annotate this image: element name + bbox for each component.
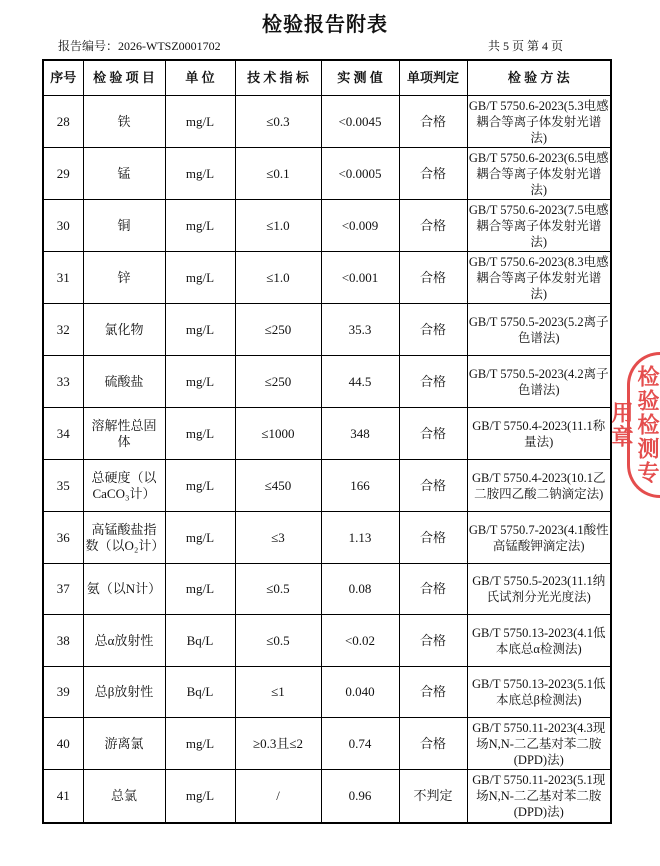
column-header-no: 序号 [43, 60, 83, 96]
cell-unit: mg/L [165, 356, 235, 408]
cell-item: 高锰酸盐指数（以O₂计） [83, 512, 165, 564]
column-header-limit: 技 术 指 标 [235, 60, 321, 96]
cell-no: 38 [43, 615, 83, 667]
column-header-unit: 单 位 [165, 60, 235, 96]
cell-judgement: 合格 [399, 460, 467, 512]
column-header-judgement: 单项判定 [399, 60, 467, 96]
cell-judgement: 合格 [399, 148, 467, 200]
cell-value: 0.08 [321, 564, 399, 615]
cell-item: 锰 [83, 148, 165, 200]
cell-judgement: 合格 [399, 200, 467, 252]
cell-unit: mg/L [165, 770, 235, 823]
cell-unit: mg/L [165, 408, 235, 460]
cell-method: GB/T 5750.11-2023(5.1现场N,N-二乙基对苯二胺(DPD)法) [467, 770, 611, 823]
page-info: 共 5 页 第 4 页 [488, 39, 564, 53]
cell-method: GB/T 5750.6-2023(7.5电感耦合等离子体发射光谱法) [467, 200, 611, 252]
cell-value: <0.009 [321, 200, 399, 252]
table-row [43, 718, 611, 770]
cell-no: 30 [43, 200, 83, 252]
cell-item: 铜 [83, 200, 165, 252]
cell-unit: mg/L [165, 304, 235, 356]
column-header-value: 实 测 值 [321, 60, 399, 96]
cell-unit: mg/L [165, 718, 235, 770]
cell-unit: mg/L [165, 252, 235, 304]
cell-no: 37 [43, 564, 83, 615]
cell-item: 总硬度（以CaCO₃计） [83, 460, 165, 512]
cell-limit: ≤250 [235, 304, 321, 356]
cell-no: 35 [43, 460, 83, 512]
cell-judgement: 合格 [399, 356, 467, 408]
cell-value: 0.040 [321, 667, 399, 718]
cell-item: 铁 [83, 96, 165, 148]
cell-no: 41 [43, 770, 83, 823]
cell-limit: ≤0.3 [235, 96, 321, 148]
cell-judgement: 合格 [399, 96, 467, 148]
cell-value: <0.02 [321, 615, 399, 667]
results-table [42, 59, 612, 824]
cell-method: GB/T 5750.11-2023(4.3现场N,N-二乙基对苯二胺(DPD)法) [467, 718, 611, 770]
cell-no: 36 [43, 512, 83, 564]
cell-item: 硫酸盐 [83, 356, 165, 408]
cell-value: 44.5 [321, 356, 399, 408]
cell-no: 33 [43, 356, 83, 408]
table-row [43, 667, 611, 718]
cell-judgement: 合格 [399, 252, 467, 304]
cell-item: 总α放射性 [83, 615, 165, 667]
table-row [43, 770, 611, 823]
cell-limit: ≤1.0 [235, 200, 321, 252]
cell-value: <0.001 [321, 252, 399, 304]
cell-judgement: 合格 [399, 615, 467, 667]
table-header-row [43, 60, 611, 96]
cell-no: 28 [43, 96, 83, 148]
cell-unit: mg/L [165, 148, 235, 200]
cell-no: 32 [43, 304, 83, 356]
cell-method: GB/T 5750.7-2023(4.1酸性高锰酸钾滴定法) [467, 512, 611, 564]
cell-no: 39 [43, 667, 83, 718]
cell-no: 29 [43, 148, 83, 200]
cell-value: 35.3 [321, 304, 399, 356]
cell-item: 游离氯 [83, 718, 165, 770]
cell-item: 总氯 [83, 770, 165, 823]
cell-method: GB/T 5750.13-2023(4.1低本底总α检测法) [467, 615, 611, 667]
cell-item: 总β放射性 [83, 667, 165, 718]
table-row [43, 304, 611, 356]
cell-limit: ≤3 [235, 512, 321, 564]
cell-method: GB/T 5750.5-2023(4.2离子色谱法) [467, 356, 611, 408]
column-header-method: 检 验 方 法 [467, 60, 611, 96]
cell-no: 34 [43, 408, 83, 460]
cell-unit: mg/L [165, 460, 235, 512]
table-row [43, 512, 611, 564]
cell-judgement: 合格 [399, 718, 467, 770]
cell-judgement: 合格 [399, 408, 467, 460]
cell-method: GB/T 5750.6-2023(5.3电感耦合等离子体发射光谱法) [467, 96, 611, 148]
cell-unit: mg/L [165, 564, 235, 615]
cell-method: GB/T 5750.6-2023(6.5电感耦合等离子体发射光谱法) [467, 148, 611, 200]
cell-judgement: 合格 [399, 564, 467, 615]
cell-value: 348 [321, 408, 399, 460]
cell-limit: / [235, 770, 321, 823]
cell-limit: ≤1.0 [235, 252, 321, 304]
cell-limit: ≤1000 [235, 408, 321, 460]
cell-limit: ≤1 [235, 667, 321, 718]
cell-unit: mg/L [165, 200, 235, 252]
cell-no: 40 [43, 718, 83, 770]
cell-method: GB/T 5750.4-2023(11.1称量法) [467, 408, 611, 460]
cell-limit: ≤250 [235, 356, 321, 408]
column-header-item: 检 验 项 目 [83, 60, 165, 96]
cell-judgement: 合格 [399, 667, 467, 718]
cell-value: 0.96 [321, 770, 399, 823]
table-row [43, 408, 611, 460]
table-row [43, 615, 611, 667]
cell-value: 166 [321, 460, 399, 512]
table-row [43, 148, 611, 200]
inspection-seal-stamp: 检验检测专用章 [627, 352, 660, 498]
cell-value: 0.74 [321, 718, 399, 770]
page-title: 检验报告附表 [262, 14, 388, 36]
cell-unit: mg/L [165, 96, 235, 148]
cell-method: GB/T 5750.6-2023(8.3电感耦合等离子体发射光谱法) [467, 252, 611, 304]
cell-value: 1.13 [321, 512, 399, 564]
cell-item: 氯化物 [83, 304, 165, 356]
cell-unit: mg/L [165, 512, 235, 564]
cell-limit: ≤0.5 [235, 564, 321, 615]
cell-no: 31 [43, 252, 83, 304]
cell-limit: ≤0.1 [235, 148, 321, 200]
cell-method: GB/T 5750.5-2023(5.2离子色谱法) [467, 304, 611, 356]
table-row [43, 96, 611, 148]
table-row [43, 356, 611, 408]
cell-item: 溶解性总固体 [83, 408, 165, 460]
table-row [43, 564, 611, 615]
table-row [43, 252, 611, 304]
cell-method: GB/T 5750.13-2023(5.1低本底总β检测法) [467, 667, 611, 718]
cell-method: GB/T 5750.5-2023(11.1纳氏试剂分光光度法) [467, 564, 611, 615]
report-number: 报告编号：2026-WTSZ0001702 [58, 39, 221, 53]
cell-judgement: 合格 [399, 304, 467, 356]
table-row [43, 200, 611, 252]
cell-method: GB/T 5750.4-2023(10.1乙二胺四乙酸二钠滴定法) [467, 460, 611, 512]
cell-value: <0.0045 [321, 96, 399, 148]
cell-judgement: 合格 [399, 512, 467, 564]
cell-limit: ≤450 [235, 460, 321, 512]
cell-limit: ≥0.3且≤2 [235, 718, 321, 770]
cell-judgement: 不判定 [399, 770, 467, 823]
cell-unit: Bq/L [165, 667, 235, 718]
cell-item: 氨（以N计） [83, 564, 165, 615]
table-row [43, 460, 611, 512]
cell-limit: ≤0.5 [235, 615, 321, 667]
cell-item: 锌 [83, 252, 165, 304]
cell-value: <0.0005 [321, 148, 399, 200]
cell-unit: Bq/L [165, 615, 235, 667]
